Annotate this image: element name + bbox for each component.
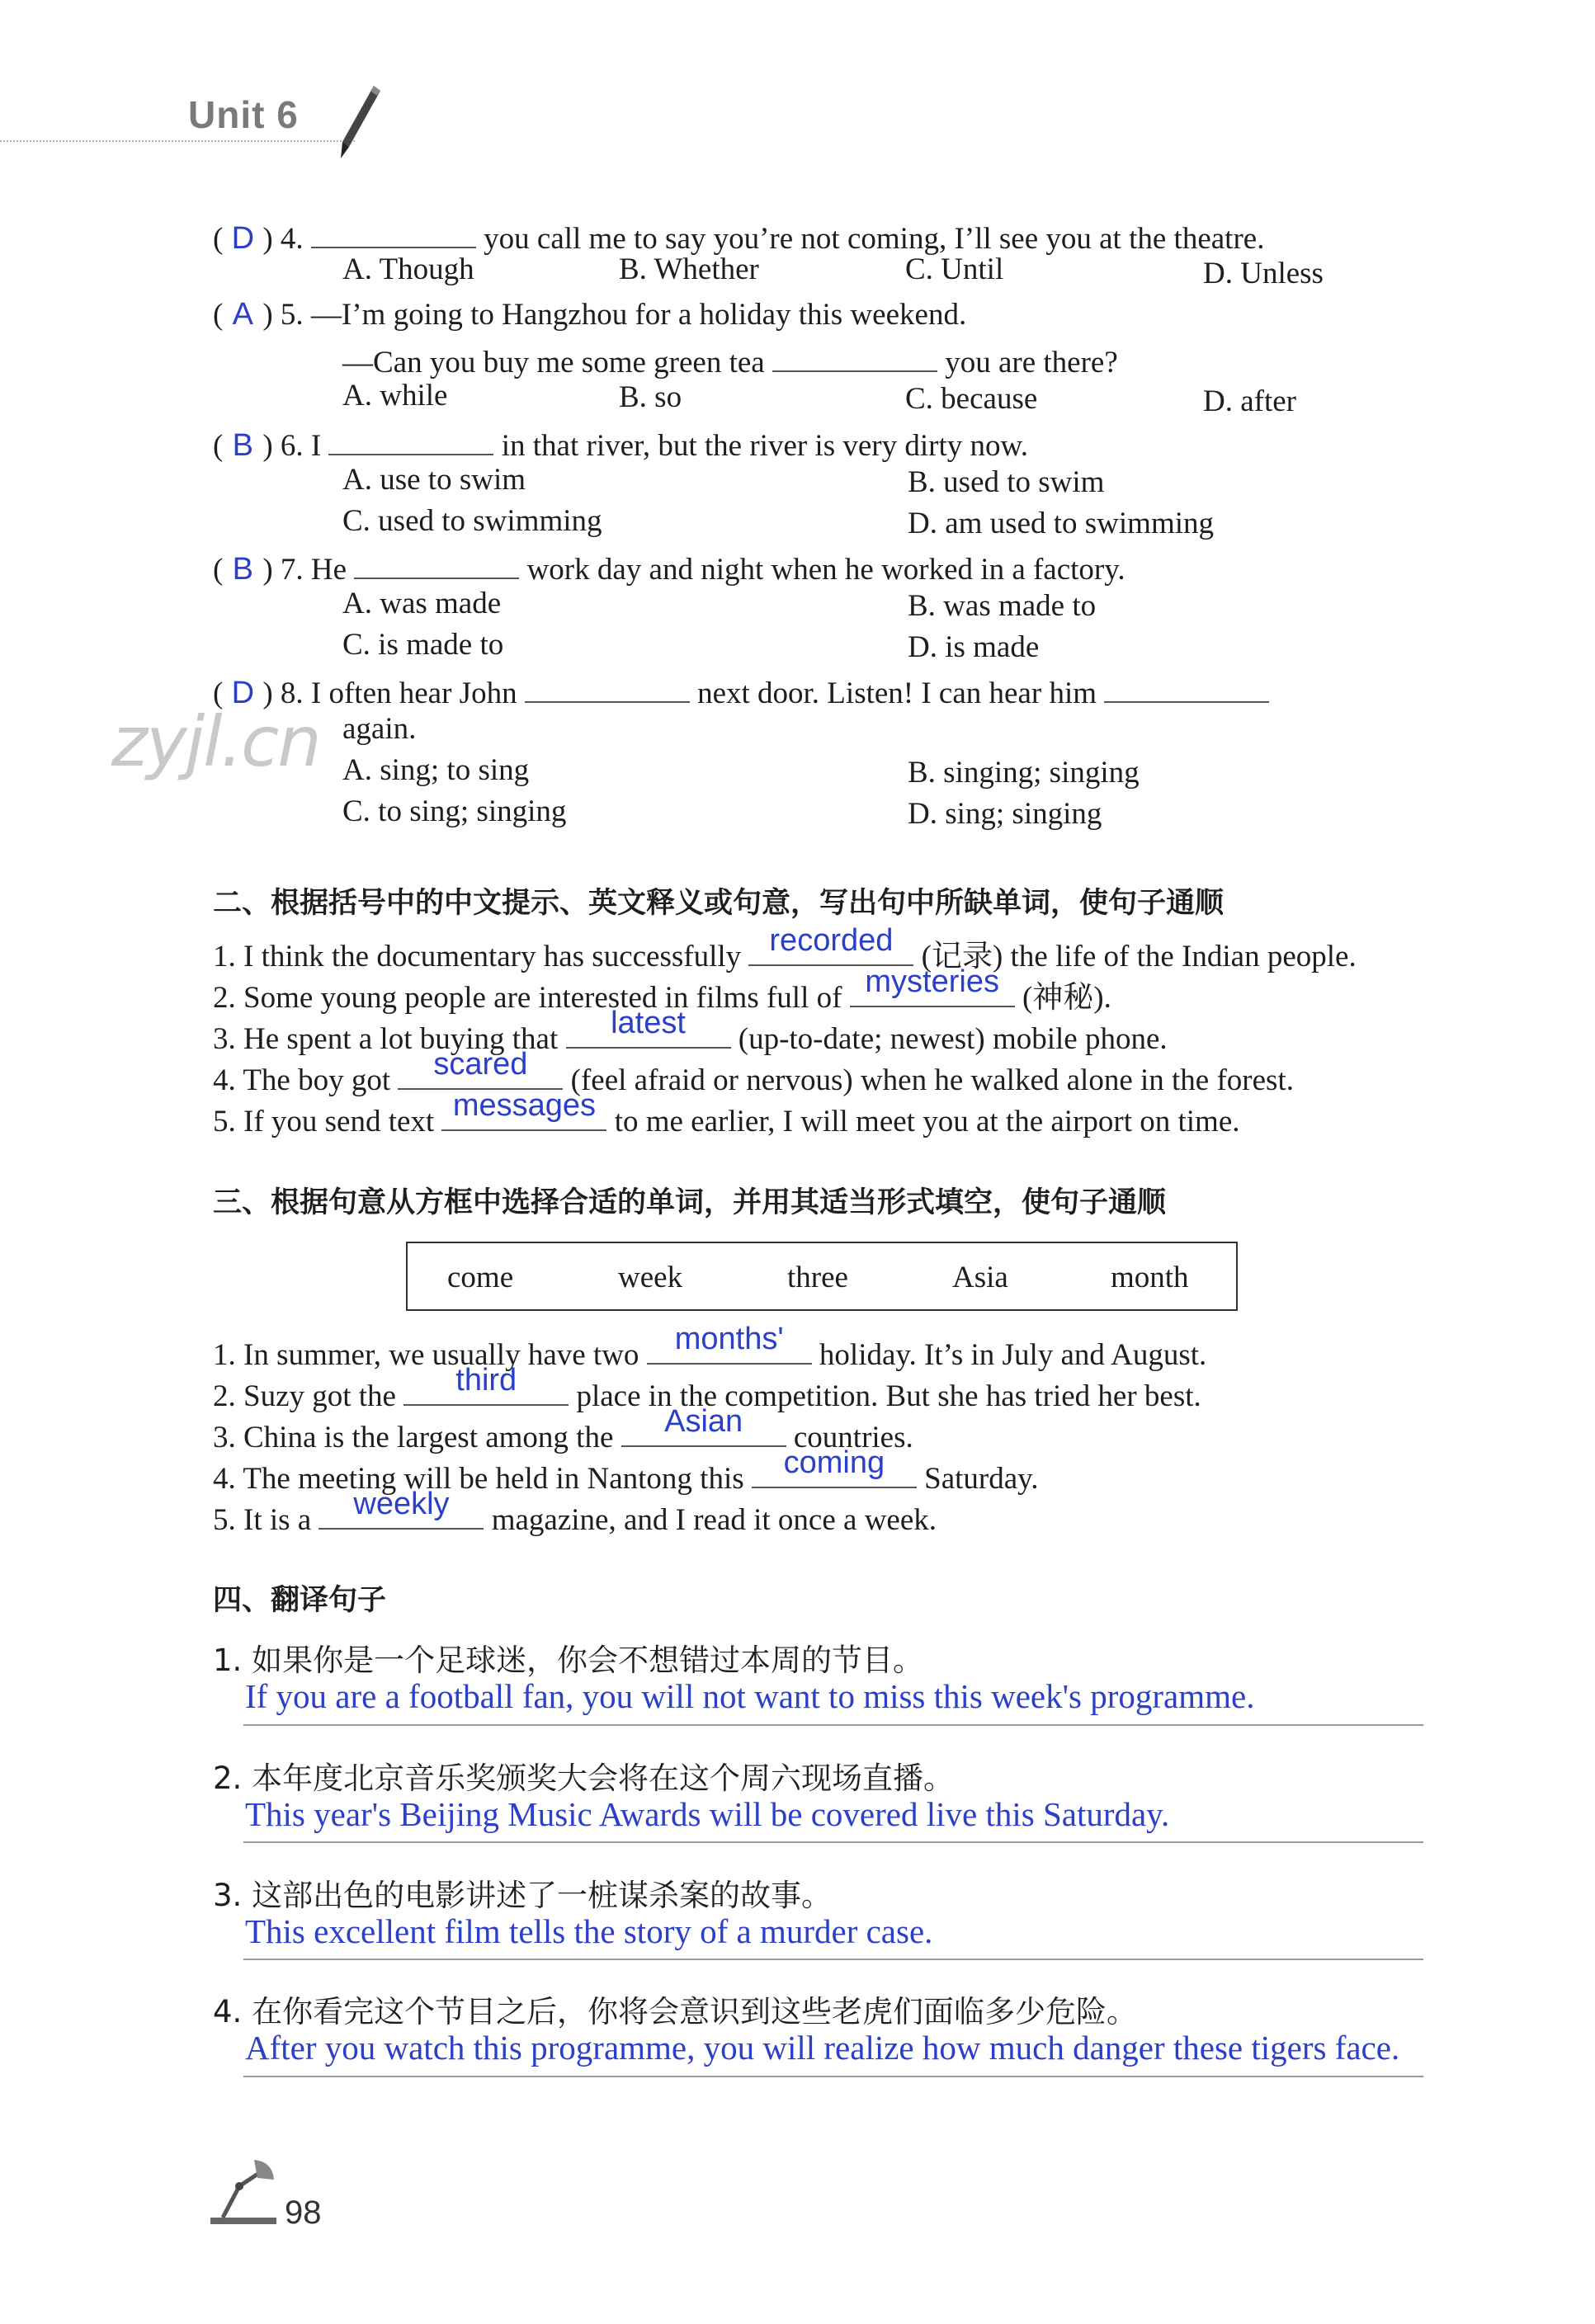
option: C. to sing; singing [342,794,567,828]
option: D. sing; singing [908,797,1102,831]
answer-blank [328,423,493,455]
option: D. Unless [1203,257,1324,290]
word-option: Asia [952,1261,1008,1294]
fill-item: 2. Suzy got the third place in the competition. But she has tried her best. [213,1363,1201,1413]
option: B. singing; singing [908,756,1140,790]
option: A. use to swim [342,463,526,497]
unit-title: Unit 6 [188,93,299,136]
option: A. while [342,379,448,412]
word-box [406,1242,1238,1311]
mc-question-5-line2: —Can you buy me some green tea you are there? [342,340,1118,378]
option: D. after [1203,384,1296,418]
word-option: month [1111,1261,1189,1294]
option: C. used to swimming [342,504,602,538]
fill-item: 4. The boy got scared (feel afraid or nervous) when he walked alone in the forest. [213,1047,1294,1097]
answer-blank [772,340,937,372]
fill-item: 2. Some young people are interested in films full of mysteries (神秘). [213,964,1111,1015]
answer-blank: months' [647,1332,812,1365]
option: B. was made to [908,589,1097,623]
section-title: 三、根据句意从方框中选择合适的单词，并用其适当形式填空，使句子通顺 [213,1186,1167,1219]
mc-question-4: ( D ) 4. you call me to say you’re not coming, I’ll see you at the theatre. [213,216,1264,254]
mc-question-5: ( A ) 5. —I’m going to Hangzhou for a holiday this weekend. [213,297,967,332]
option: C. Until [905,252,1004,286]
answer-blank: third [403,1374,569,1406]
option: C. because [905,382,1038,416]
header-divider [0,140,355,142]
answer-line [243,2076,1423,2077]
fill-item: 1. I think the documentary has successfully recorded (记录) the life of the Indian people. [213,923,1357,973]
fill-item: 1. In summer, we usually have two months' holiday. It’s in July and August. [213,1322,1207,1372]
fill-item: 4. The meeting will be held in Nantong this coming Saturday. [213,1445,1039,1496]
mc-question-6: ( B ) 6. I in that river, but the river is very dirty now. [213,423,1028,461]
mc-answer: B [232,428,253,463]
mc-question-7: ( B ) 7. He work day and night when he worked in a factory. [213,547,1125,585]
option: B. used to swim [908,465,1105,499]
watermark: zyjl.cn [111,701,320,782]
fill-item: 3. He spent a lot buying that latest (up-to-date; newest) mobile phone. [213,1006,1168,1056]
translation-answer: This excellent film tells the story of a murder case. [245,1912,933,1950]
mc-answer: B [232,552,253,587]
answer-blank: scared [398,1058,563,1090]
answer-line [243,1959,1423,1960]
option: D. is made [908,630,1040,664]
word-option: week [618,1261,683,1294]
translation-answer: This year's Beijing Music Awards will be covered live this Saturday. [245,1795,1170,1833]
mc-answer: D [231,221,255,256]
option: A. sing; to sing [342,753,530,787]
answer-blank: recorded [748,934,913,966]
answer-line [243,1724,1423,1726]
answer-blank [354,547,519,579]
option: D. am used to swimming [908,507,1215,540]
option: B. so [619,380,682,414]
fill-item: 5. If you send text messages to me earlier, I will meet you at the airport on time. [213,1088,1240,1138]
page-number: 98 [285,2194,322,2231]
desk-lamp-icon [206,2153,281,2227]
translation-prompt: 1. 如果你是一个足球迷，你会不想错过本周的节目。 [213,1643,924,1678]
answer-blank: Asian [621,1415,786,1447]
mc-question-8-line2: again. [342,712,417,746]
translation-answer: If you are a football fan, you will not want to miss this week's programme. [245,1677,1255,1715]
answer-line [243,1841,1423,1843]
mc-answer: D [231,676,255,710]
answer-blank: latest [566,1016,731,1049]
answer-blank [1104,671,1269,703]
option: C. is made to [342,628,504,662]
answer-blank: weekly [319,1497,484,1530]
word-option: three [787,1261,848,1294]
word-option: come [447,1261,514,1294]
answer-blank [525,671,690,703]
fill-item: 3. China is the largest among the Asian countries. [213,1404,913,1454]
mc-answer: A [232,297,253,332]
answer-blank: messages [441,1099,606,1131]
option: A. Though [342,252,474,286]
mc-question-8: ( D ) 8. I often hear John next door. Listen! I can hear him [213,671,1269,709]
option: B. Whether [619,252,759,286]
pen-icon [334,82,384,161]
section-title: 四、翻译句子 [213,1584,387,1617]
translation-prompt: 2. 本年度北京音乐奖颁奖大会将在这个周六现场直播。 [213,1761,955,1796]
translation-answer: After you watch this programme, you will realize how much danger these tigers face. [245,2029,1400,2067]
translation-prompt: 3. 这部出色的电影讲述了一桩谋杀案的故事。 [213,1878,833,1913]
translation-prompt: 4. 在你看完这个节目之后，你将会意识到这些老虎们面临多少危险。 [213,1994,1138,2029]
answer-blank: mysteries [850,975,1015,1007]
answer-blank: coming [752,1456,917,1488]
fill-item: 5. It is a weekly magazine, and I read it once a week. [213,1487,937,1537]
answer-blank [311,216,476,248]
section-title: 二、根据括号中的中文提示、英文释义或句意，写出句中所缺单词，使句子通顺 [213,887,1225,920]
option: A. was made [342,587,502,620]
